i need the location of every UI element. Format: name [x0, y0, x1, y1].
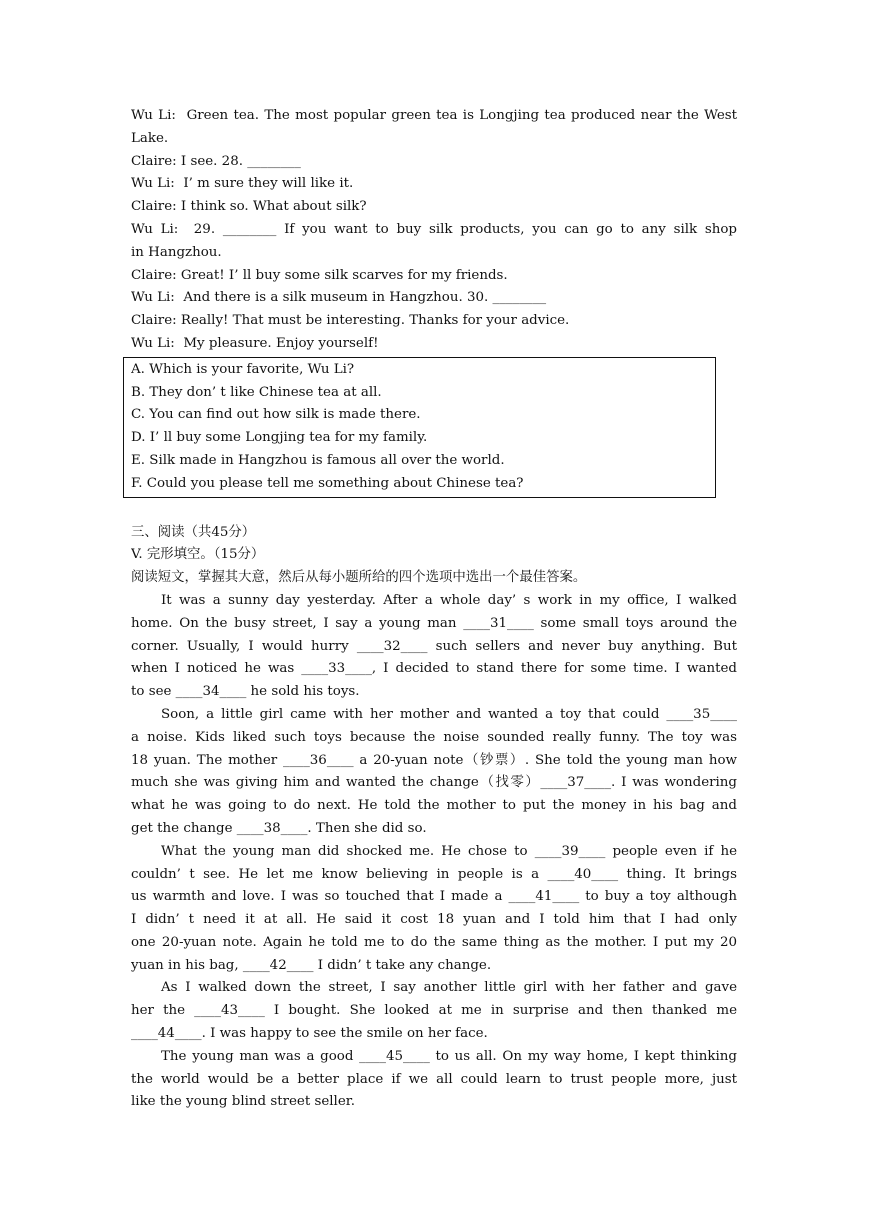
option-a: A. Which is your favorite, Wu Li? [131, 361, 355, 377]
passage-line: home. On the busy street, I say a young man ____31____ some small toys around the [131, 615, 737, 631]
passage-line: Soon, a little girl came with her mother and wanted a toy that could ____35____ [161, 706, 737, 722]
section-title: 三、阅读（共45分） [131, 524, 256, 540]
passage-line: us warmth and love. I was so touched that I made a ____41____ to buy a toy although [131, 889, 737, 905]
dialogue [131, 105, 737, 356]
passage-line: a noise. Kids liked such toys because the noise sounded really funny. The toy was [131, 729, 737, 745]
passage-line: As I walked down the street, I say another little girl with her father and gave [161, 980, 737, 996]
dialogue-line-8: Claire: Really! That must be interesting. Thanks for your advice. [131, 313, 570, 329]
dialogue-line-5: Wu Li: 29. ________ If you want to buy silk products, you can go to any silk shop [131, 221, 737, 237]
section-gap [131, 498, 737, 522]
passage-line: what he was going to do next. He told the mother to put the money in his bag and [131, 798, 737, 814]
passage-line: couldn’ t see. He let me know believing in people is a ____40____ thing. It brings [131, 866, 737, 882]
options-box [123, 357, 716, 498]
passage [131, 590, 737, 1114]
passage-line: one 20-yuan note. Again he told me to do the same thing as the mother. I put my 20 [131, 934, 737, 950]
passage-line: yuan in his bag, ____42____ I didn’ t take any change. [131, 957, 492, 973]
passage-line: 18 yuan. The mother ____36____ a 20-yuan note（钞票）. She told the young man how [131, 752, 737, 768]
dialogue-line-3: Wu Li: I’ m sure they will like it. [131, 176, 354, 192]
passage-line: her the ____43____ I bought. She looked at me in surprise and then thanked me [131, 1003, 737, 1019]
subsection-title: V. 完形填空。（15分） [131, 547, 265, 563]
passage-line: What the young man did shocked me. He chose to ____39____ people even if he [161, 843, 737, 859]
dialogue-line-5-cont: in Hangzhou. [131, 244, 222, 260]
dialogue-line-1-cont: Lake. [131, 130, 169, 146]
dialogue-line-2: Claire: I see. 28. ________ [131, 153, 301, 169]
dialogue-line-4: Claire: I think so. What about silk? [131, 199, 367, 215]
passage-line: get the change ____38____. Then she did so. [131, 820, 427, 836]
dialogue-line-7: Wu Li: And there is a silk museum in Hangzhou. 30. ________ [131, 290, 547, 306]
passage-line: like the young blind street seller. [131, 1094, 355, 1110]
passage-line: The young man was a good ____45____ to us all. On my way home, I kept thinking [161, 1048, 737, 1064]
dialogue-line-6: Claire: Great! I’ ll buy some silk scarves for my friends. [131, 267, 508, 283]
passage-line: It was a sunny day yesterday. After a whole day’ s work in my office, I walked [161, 592, 737, 608]
passage-line: corner. Usually, I would hurry ____32____ such sellers and never buy anything. But [131, 638, 737, 654]
passage-line: much she was giving him and wanted the change（找零）____37____. I was wondering [131, 775, 737, 791]
passage-line: ____44____. I was happy to see the smile on her face. [131, 1026, 488, 1042]
dialogue-line-9: Wu Li: My pleasure. Enjoy yourself! [131, 335, 379, 351]
instruction: 阅读短文，掌握其大意，然后从每小题所给的四个选项中选出一个最佳答案。 [131, 570, 587, 586]
dialogue-line-1: Wu Li: Green tea. The most popular green tea is Longjing tea produced near the West [131, 108, 737, 123]
option-c: C. You can find out how silk is made there. [131, 407, 421, 423]
passage-line: when I noticed he was ____33____, I decided to stand there for some time. I wanted [131, 661, 737, 677]
option-d: D. I’ ll buy some Longjing tea for my family. [131, 430, 428, 446]
passage-line: the world would be a better place if we all could learn to trust people more, just [131, 1071, 737, 1087]
passage-line: I didn’ t need it at all. He said it cost 18 yuan and I told him that I had only [131, 912, 737, 928]
passage-line: to see ____34____ he sold his toys. [131, 684, 360, 700]
option-b: B. They don’ t like Chinese tea at all. [131, 384, 382, 400]
option-f: F. Could you please tell me something about Chinese tea? [131, 475, 524, 491]
content-column [131, 105, 737, 1114]
option-e: E. Silk made in Hangzhou is famous all over the world. [131, 452, 505, 468]
